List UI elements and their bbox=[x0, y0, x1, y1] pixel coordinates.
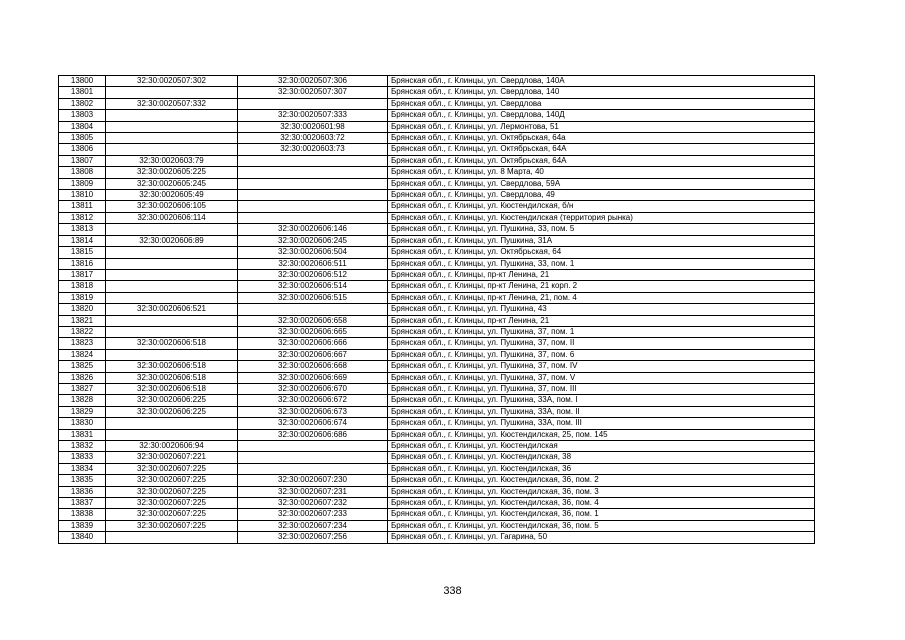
row-number-cell: 13833 bbox=[59, 452, 106, 463]
land-plot-number-cell bbox=[106, 224, 238, 235]
table-row bbox=[59, 486, 815, 497]
row-number-cell: 13836 bbox=[59, 486, 106, 497]
object-number-cell bbox=[238, 463, 388, 474]
address-cell: Брянская обл., г. Клинцы, ул. Свердлова, 140 bbox=[388, 87, 815, 98]
table-row bbox=[59, 395, 815, 406]
object-number-cell bbox=[238, 201, 388, 212]
row-number-cell: 13803 bbox=[59, 110, 106, 121]
object-number-cell: 32:30:0020607:231 bbox=[238, 486, 388, 497]
land-plot-number-cell: 32:30:0020605:225 bbox=[106, 167, 238, 178]
address-cell: Брянская обл., г. Клинцы, ул. Октябрьская, 64 bbox=[388, 247, 815, 258]
object-number-cell: 32:30:0020606:658 bbox=[238, 315, 388, 326]
object-number-cell: 32:30:0020607:256 bbox=[238, 532, 388, 543]
address-cell: Брянская обл., г. Клинцы, ул. Кюстендилская, 36, пом. 2 bbox=[388, 475, 815, 486]
row-number-cell: 13813 bbox=[59, 224, 106, 235]
object-number-cell: 32:30:0020603:73 bbox=[238, 144, 388, 155]
land-plot-number-cell: 32:30:0020606:225 bbox=[106, 395, 238, 406]
object-number-cell: 32:30:0020606:512 bbox=[238, 269, 388, 280]
row-number-cell: 13827 bbox=[59, 383, 106, 394]
row-number-cell: 13835 bbox=[59, 475, 106, 486]
land-plot-number-cell bbox=[106, 133, 238, 144]
land-plot-number-cell bbox=[106, 418, 238, 429]
object-number-cell: 32:30:0020606:666 bbox=[238, 338, 388, 349]
row-number-cell: 13840 bbox=[59, 532, 106, 543]
land-plot-number-cell: 32:30:0020507:332 bbox=[106, 98, 238, 109]
address-cell: Брянская обл., г. Клинцы, ул. Кюстендилская bbox=[388, 441, 815, 452]
address-cell: Брянская обл., г. Клинцы, ул. Октябрьская, 64а bbox=[388, 133, 815, 144]
object-number-cell bbox=[238, 167, 388, 178]
land-plot-number-cell: 32:30:0020607:225 bbox=[106, 520, 238, 531]
address-cell: Брянская обл., г. Клинцы, ул. Кюстендилская, б/н bbox=[388, 201, 815, 212]
address-cell: Брянская обл., г. Клинцы, ул. Октябрьская, 64А bbox=[388, 155, 815, 166]
object-number-cell: 32:30:0020606:674 bbox=[238, 418, 388, 429]
object-number-cell: 32:30:0020606:146 bbox=[238, 224, 388, 235]
table-row bbox=[59, 441, 815, 452]
table-row bbox=[59, 258, 815, 269]
table-row bbox=[59, 520, 815, 531]
row-number-cell: 13800 bbox=[59, 76, 106, 87]
address-cell: Брянская обл., г. Клинцы, ул. Лермонтова, 51 bbox=[388, 121, 815, 132]
row-number-cell: 13807 bbox=[59, 155, 106, 166]
table-row bbox=[59, 372, 815, 383]
address-cell: Брянская обл., г. Клинцы, ул. Кюстендилская, 36, пом. 3 bbox=[388, 486, 815, 497]
land-plot-number-cell: 32:30:0020507:302 bbox=[106, 76, 238, 87]
land-plot-number-cell: 32:30:0020606:518 bbox=[106, 372, 238, 383]
address-cell: Брянская обл., г. Клинцы, ул. Пушкина, 37, пом. V bbox=[388, 372, 815, 383]
row-number-cell: 13815 bbox=[59, 247, 106, 258]
table-row bbox=[59, 235, 815, 246]
land-plot-number-cell: 32:30:0020607:225 bbox=[106, 475, 238, 486]
row-number-cell: 13821 bbox=[59, 315, 106, 326]
row-number-cell: 13804 bbox=[59, 121, 106, 132]
row-number-cell: 13801 bbox=[59, 87, 106, 98]
row-number-cell: 13825 bbox=[59, 361, 106, 372]
land-plot-number-cell: 32:30:0020603:79 bbox=[106, 155, 238, 166]
table-row bbox=[59, 87, 815, 98]
address-cell: Брянская обл., г. Клинцы, ул. Свердлова, 49 bbox=[388, 190, 815, 201]
table-row bbox=[59, 155, 815, 166]
address-cell: Брянская обл., г. Клинцы, ул. Свердлова, 140Д bbox=[388, 110, 815, 121]
address-cell: Брянская обл., г. Клинцы, ул. Кюстендилская, 36 bbox=[388, 463, 815, 474]
land-plot-number-cell bbox=[106, 292, 238, 303]
table-row bbox=[59, 190, 815, 201]
object-number-cell: 32:30:0020507:333 bbox=[238, 110, 388, 121]
land-plot-number-cell: 32:30:0020607:225 bbox=[106, 509, 238, 520]
table-row bbox=[59, 247, 815, 258]
address-cell: Брянская обл., г. Клинцы, пр-кт Ленина, 21, пом. 4 bbox=[388, 292, 815, 303]
row-number-cell: 13818 bbox=[59, 281, 106, 292]
object-number-cell: 32:30:0020603:72 bbox=[238, 133, 388, 144]
registry-table bbox=[58, 75, 815, 544]
land-plot-number-cell: 32:30:0020607:225 bbox=[106, 498, 238, 509]
object-number-cell: 32:30:0020606:672 bbox=[238, 395, 388, 406]
land-plot-number-cell bbox=[106, 429, 238, 440]
land-plot-number-cell bbox=[106, 87, 238, 98]
table-row bbox=[59, 418, 815, 429]
row-number-cell: 13812 bbox=[59, 212, 106, 223]
table-row bbox=[59, 178, 815, 189]
object-number-cell: 32:30:0020606:514 bbox=[238, 281, 388, 292]
row-number-cell: 13826 bbox=[59, 372, 106, 383]
row-number-cell: 13820 bbox=[59, 304, 106, 315]
land-plot-number-cell bbox=[106, 121, 238, 132]
table-row bbox=[59, 224, 815, 235]
land-plot-number-cell: 32:30:0020606:518 bbox=[106, 361, 238, 372]
land-plot-number-cell bbox=[106, 315, 238, 326]
land-plot-number-cell bbox=[106, 281, 238, 292]
object-number-cell: 32:30:0020607:230 bbox=[238, 475, 388, 486]
table-row bbox=[59, 475, 815, 486]
address-cell: Брянская обл., г. Клинцы, ул. Свердлова bbox=[388, 98, 815, 109]
address-cell: Брянская обл., г. Клинцы, ул. Свердлова, 59А bbox=[388, 178, 815, 189]
address-cell: Брянская обл., г. Клинцы, ул. Кюстендилская, 25, пом. 145 bbox=[388, 429, 815, 440]
row-number-cell: 13822 bbox=[59, 326, 106, 337]
object-number-cell: 32:30:0020606:665 bbox=[238, 326, 388, 337]
row-number-cell: 13802 bbox=[59, 98, 106, 109]
table-row bbox=[59, 304, 815, 315]
object-number-cell: 32:30:0020607:234 bbox=[238, 520, 388, 531]
table-row bbox=[59, 361, 815, 372]
table-row bbox=[59, 144, 815, 155]
address-cell: Брянская обл., г. Клинцы, ул. Кюстендилская, 36, пом. 1 bbox=[388, 509, 815, 520]
object-number-cell: 32:30:0020606:667 bbox=[238, 349, 388, 360]
address-cell: Брянская обл., г. Клинцы, ул. Пушкина, 33А, пом. I bbox=[388, 395, 815, 406]
table-row bbox=[59, 121, 815, 132]
address-cell: Брянская обл., г. Клинцы, ул. Октябрьская, 64А bbox=[388, 144, 815, 155]
table-row bbox=[59, 292, 815, 303]
land-plot-number-cell: 32:30:0020606:521 bbox=[106, 304, 238, 315]
address-cell: Брянская обл., г. Клинцы, ул. Кюстендилская, 36, пом. 4 bbox=[388, 498, 815, 509]
address-cell: Брянская обл., г. Клинцы, ул. Пушкина, 33, пом. 5 bbox=[388, 224, 815, 235]
table-row bbox=[59, 452, 815, 463]
table-row bbox=[59, 281, 815, 292]
object-number-cell bbox=[238, 155, 388, 166]
land-plot-number-cell: 32:30:0020606:94 bbox=[106, 441, 238, 452]
table-row bbox=[59, 269, 815, 280]
table-row bbox=[59, 133, 815, 144]
row-number-cell: 13808 bbox=[59, 167, 106, 178]
address-cell: Брянская обл., г. Клинцы, ул. Пушкина, 37, пом. III bbox=[388, 383, 815, 394]
land-plot-number-cell: 32:30:0020605:49 bbox=[106, 190, 238, 201]
table-row bbox=[59, 76, 815, 87]
table-row bbox=[59, 110, 815, 121]
row-number-cell: 13806 bbox=[59, 144, 106, 155]
address-cell: Брянская обл., г. Клинцы, ул. Пушкина, 37, пом. 6 bbox=[388, 349, 815, 360]
table-row bbox=[59, 383, 815, 394]
object-number-cell: 32:30:0020606:511 bbox=[238, 258, 388, 269]
object-number-cell bbox=[238, 441, 388, 452]
row-number-cell: 13838 bbox=[59, 509, 106, 520]
row-number-cell: 13832 bbox=[59, 441, 106, 452]
table-row bbox=[59, 509, 815, 520]
address-cell: Брянская обл., г. Клинцы, ул. Кюстендилская (территория рынка) bbox=[388, 212, 815, 223]
land-plot-number-cell: 32:30:0020606:225 bbox=[106, 406, 238, 417]
row-number-cell: 13829 bbox=[59, 406, 106, 417]
table-row bbox=[59, 98, 815, 109]
page-number: 338 bbox=[443, 585, 462, 597]
object-number-cell: 32:30:0020606:670 bbox=[238, 383, 388, 394]
land-plot-number-cell: 32:30:0020607:225 bbox=[106, 486, 238, 497]
row-number-cell: 13839 bbox=[59, 520, 106, 531]
registry-table-body bbox=[59, 76, 815, 544]
row-number-cell: 13837 bbox=[59, 498, 106, 509]
land-plot-number-cell bbox=[106, 258, 238, 269]
object-number-cell: 32:30:0020607:232 bbox=[238, 498, 388, 509]
table-row bbox=[59, 463, 815, 474]
object-number-cell bbox=[238, 190, 388, 201]
row-number-cell: 13824 bbox=[59, 349, 106, 360]
table-row bbox=[59, 406, 815, 417]
table-row bbox=[59, 429, 815, 440]
object-number-cell: 32:30:0020507:307 bbox=[238, 87, 388, 98]
object-number-cell: 32:30:0020606:504 bbox=[238, 247, 388, 258]
row-number-cell: 13811 bbox=[59, 201, 106, 212]
address-cell: Брянская обл., г. Клинцы, ул. Пушкина, 33А, пом. III bbox=[388, 418, 815, 429]
address-cell: Брянская обл., г. Клинцы, ул. Пушкина, 37, пом. II bbox=[388, 338, 815, 349]
address-cell: Брянская обл., г. Клинцы, ул. Свердлова, 140А bbox=[388, 76, 815, 87]
object-number-cell: 32:30:0020606:673 bbox=[238, 406, 388, 417]
address-cell: Брянская обл., г. Клинцы, ул. Пушкина, 43 bbox=[388, 304, 815, 315]
row-number-cell: 13817 bbox=[59, 269, 106, 280]
row-number-cell: 13810 bbox=[59, 190, 106, 201]
address-cell: Брянская обл., г. Клинцы, ул. 8 Марта, 40 bbox=[388, 167, 815, 178]
table-row bbox=[59, 532, 815, 543]
object-number-cell bbox=[238, 452, 388, 463]
row-number-cell: 13805 bbox=[59, 133, 106, 144]
land-plot-number-cell bbox=[106, 532, 238, 543]
address-cell: Брянская обл., г. Клинцы, ул. Пушкина, 33, пом. 1 bbox=[388, 258, 815, 269]
table-row bbox=[59, 349, 815, 360]
table-row bbox=[59, 167, 815, 178]
land-plot-number-cell: 32:30:0020607:225 bbox=[106, 463, 238, 474]
row-number-cell: 13831 bbox=[59, 429, 106, 440]
address-cell: Брянская обл., г. Клинцы, ул. Кюстендилская, 38 bbox=[388, 452, 815, 463]
land-plot-number-cell bbox=[106, 247, 238, 258]
land-plot-number-cell: 32:30:0020607:221 bbox=[106, 452, 238, 463]
address-cell: Брянская обл., г. Клинцы, пр-кт Ленина, 21 bbox=[388, 315, 815, 326]
object-number-cell bbox=[238, 212, 388, 223]
object-number-cell bbox=[238, 178, 388, 189]
address-cell: Брянская обл., г. Клинцы, ул. Гагарина, 50 bbox=[388, 532, 815, 543]
row-number-cell: 13828 bbox=[59, 395, 106, 406]
table-row bbox=[59, 338, 815, 349]
land-plot-number-cell bbox=[106, 349, 238, 360]
land-plot-number-cell bbox=[106, 144, 238, 155]
object-number-cell: 32:30:0020606:668 bbox=[238, 361, 388, 372]
object-number-cell bbox=[238, 98, 388, 109]
row-number-cell: 13809 bbox=[59, 178, 106, 189]
address-cell: Брянская обл., г. Клинцы, ул. Пушкина, 33А, пом. II bbox=[388, 406, 815, 417]
land-plot-number-cell: 32:30:0020606:114 bbox=[106, 212, 238, 223]
object-number-cell: 32:30:0020601:98 bbox=[238, 121, 388, 132]
row-number-cell: 13834 bbox=[59, 463, 106, 474]
address-cell: Брянская обл., г. Клинцы, ул. Пушкина, 31А bbox=[388, 235, 815, 246]
table-row bbox=[59, 315, 815, 326]
object-number-cell: 32:30:0020507:306 bbox=[238, 76, 388, 87]
object-number-cell: 32:30:0020606:515 bbox=[238, 292, 388, 303]
table-row bbox=[59, 498, 815, 509]
row-number-cell: 13814 bbox=[59, 235, 106, 246]
land-plot-number-cell: 32:30:0020605:245 bbox=[106, 178, 238, 189]
table-row bbox=[59, 201, 815, 212]
object-number-cell bbox=[238, 304, 388, 315]
address-cell: Брянская обл., г. Клинцы, пр-кт Ленина, 21 корп. 2 bbox=[388, 281, 815, 292]
land-plot-number-cell bbox=[106, 110, 238, 121]
object-number-cell: 32:30:0020606:686 bbox=[238, 429, 388, 440]
object-number-cell: 32:30:0020607:233 bbox=[238, 509, 388, 520]
row-number-cell: 13819 bbox=[59, 292, 106, 303]
address-cell: Брянская обл., г. Клинцы, ул. Кюстендилская, 36, пом. 5 bbox=[388, 520, 815, 531]
address-cell: Брянская обл., г. Клинцы, пр-кт Ленина, 21 bbox=[388, 269, 815, 280]
object-number-cell: 32:30:0020606:245 bbox=[238, 235, 388, 246]
row-number-cell: 13823 bbox=[59, 338, 106, 349]
address-cell: Брянская обл., г. Клинцы, ул. Пушкина, 37, пом. IV bbox=[388, 361, 815, 372]
row-number-cell: 13816 bbox=[59, 258, 106, 269]
row-number-cell: 13830 bbox=[59, 418, 106, 429]
object-number-cell: 32:30:0020606:669 bbox=[238, 372, 388, 383]
land-plot-number-cell: 32:30:0020606:518 bbox=[106, 383, 238, 394]
table-row bbox=[59, 212, 815, 223]
land-plot-number-cell bbox=[106, 269, 238, 280]
table-row bbox=[59, 326, 815, 337]
land-plot-number-cell: 32:30:0020606:89 bbox=[106, 235, 238, 246]
land-plot-number-cell: 32:30:0020606:105 bbox=[106, 201, 238, 212]
land-plot-number-cell: 32:30:0020606:518 bbox=[106, 338, 238, 349]
address-cell: Брянская обл., г. Клинцы, ул. Пушкина, 37, пом. 1 bbox=[388, 326, 815, 337]
land-plot-number-cell bbox=[106, 326, 238, 337]
